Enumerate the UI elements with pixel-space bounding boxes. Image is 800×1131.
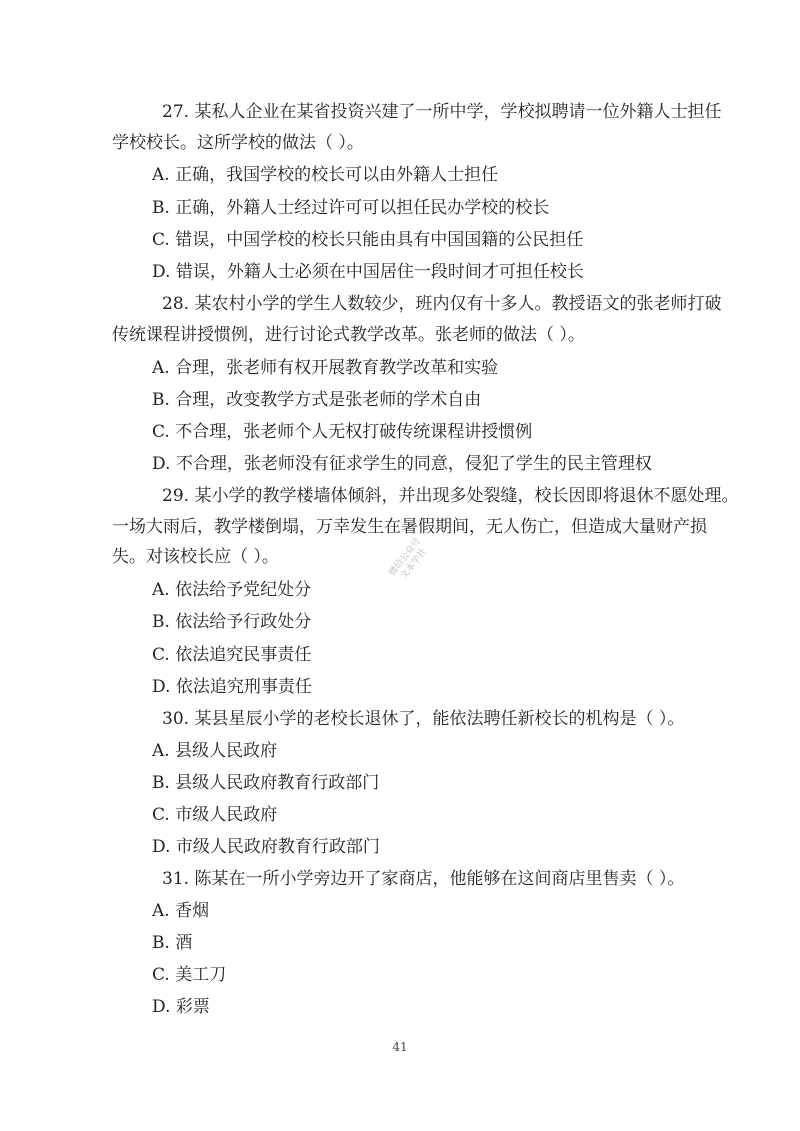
question-30-option-c: C. 市级人民政府 xyxy=(152,805,278,825)
question-29-line-3: 失。对该校长应（ ）。 xyxy=(112,547,279,567)
watermark: 微信公众号 文本学社 xyxy=(387,536,429,582)
question-30-option-d: D. 市级人民政府教育行政部门 xyxy=(152,837,380,857)
question-31-option-c: C. 美工刀 xyxy=(152,965,227,985)
question-29-option-d: D. 依法追究刑事责任 xyxy=(152,677,312,697)
question-27-line-2: 学校校长。这所学校的做法（ ）。 xyxy=(112,133,364,153)
question-31-option-d: D. 彩票 xyxy=(152,997,210,1017)
question-28-option-b: B. 合理，改变教学方式是张老师的学术自由 xyxy=(152,390,482,410)
question-27-option-c: C. 错误，中国学校的校长只能由具有中国国籍的公民担任 xyxy=(152,230,584,250)
question-28-line-2: 传统课程讲授惯例，进行讨论式教学改革。张老师的做法（ ）。 xyxy=(112,325,585,345)
question-28-option-c: C. 不合理，张老师个人无权打破传统课程讲授惯例 xyxy=(152,422,533,442)
question-31-option-b: B. 酒 xyxy=(152,933,193,953)
question-27-option-d: D. 错误，外籍人士必须在中国居住一段时间才可担任校长 xyxy=(152,262,584,282)
question-29-option-b: B. 依法给予行政处分 xyxy=(152,612,312,632)
question-29-line-1: 29. 某小学的教学楼墙体倾斜，并出现多处裂缝，校长因即将退休不愿处理。 xyxy=(162,486,739,506)
question-27-option-b: B. 正确，外籍人士经过许可可以担任民办学校的校长 xyxy=(152,198,550,218)
question-27-line-1: 27. 某私人企业在某省投资兴建了一所中学，学校拟聘请一位外籍人士担任 xyxy=(162,102,722,122)
question-28-option-a: A. 合理，张老师有权开展教育教学改革和实验 xyxy=(152,358,499,378)
question-28-line-1: 28. 某农村小学的学生人数较少，班内仅有十多人。教授语文的张老师打破 xyxy=(162,294,722,314)
question-30-option-a: A. 县级人民政府 xyxy=(152,741,278,761)
question-30-line-1: 30. 某县星辰小学的老校长退休了，能依法聘任新校长的机构是（ ）。 xyxy=(162,709,685,729)
question-27-option-a: A. 正确，我国学校的校长可以由外籍人士担任 xyxy=(152,165,499,185)
question-29-line-2: 一场大雨后，教学楼倒塌，万幸发生在暑假期间，无人伤亡，但造成大量财产损 xyxy=(112,517,707,537)
question-28-option-d: D. 不合理，张老师没有征求学生的同意，侵犯了学生的民主管理权 xyxy=(152,454,652,474)
page-number: 41 xyxy=(392,1040,408,1054)
question-30-option-b: B. 县级人民政府教育行政部门 xyxy=(152,773,380,793)
question-29-option-a: A. 依法给予党纪处分 xyxy=(152,580,312,600)
question-29-option-c: C. 依法追究民事责任 xyxy=(152,645,312,665)
question-31-line-1: 31. 陈某在一所小学旁边开了家商店，他能够在这间商店里售卖（ ）。 xyxy=(162,869,685,889)
question-31-option-a: A. 香烟 xyxy=(152,901,210,921)
